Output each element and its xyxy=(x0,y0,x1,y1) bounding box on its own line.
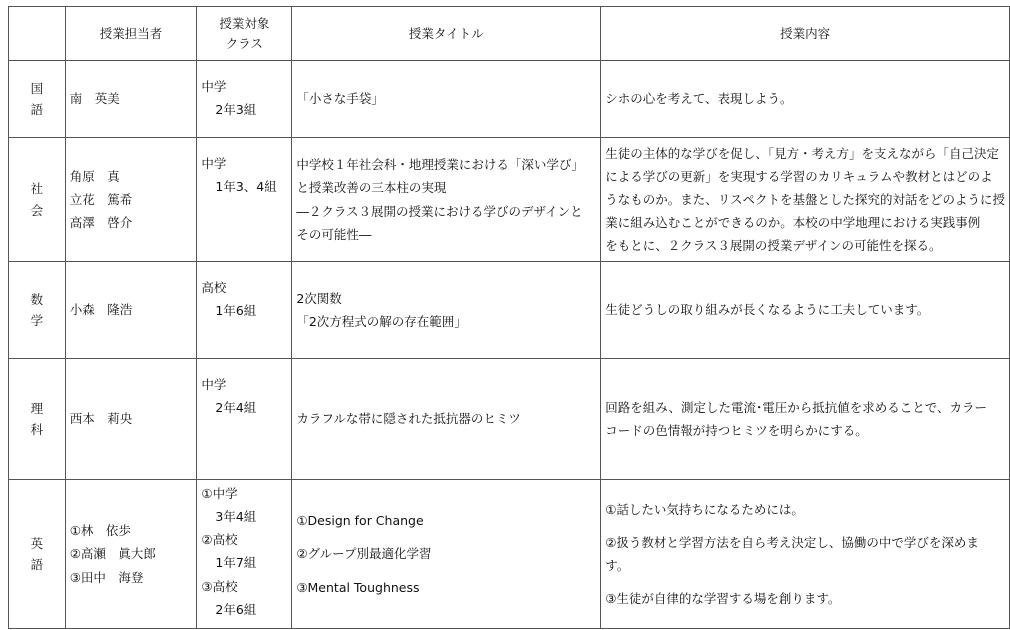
teacher-name: 西本 莉央 xyxy=(69,411,133,427)
class-cell xyxy=(197,480,292,629)
class-line: 3年4組 xyxy=(215,509,257,525)
class-line: 中学 xyxy=(201,156,227,171)
teacher-cell xyxy=(65,359,197,480)
content-line: 回路を組み、測定した電流･電圧から抵抗値を求めることで、カラー xyxy=(605,399,987,415)
teacher-name: ①林 依歩 xyxy=(69,523,131,539)
teacher-name: 立花 篤希 xyxy=(69,191,133,207)
spacer xyxy=(296,566,596,576)
teacher-name: 高澤 啓介 xyxy=(69,215,133,231)
content-cell xyxy=(601,480,1010,629)
subject-char: 会 xyxy=(30,202,44,218)
header-content: 授業内容 xyxy=(601,7,1010,61)
header-class xyxy=(197,7,292,61)
title-line: ③Mental Toughness xyxy=(296,579,420,595)
class-line: 中学 xyxy=(201,377,227,392)
title-line: 中学校１年社会科・地理授業における「深い学び」 xyxy=(296,157,584,173)
spacer xyxy=(605,577,1005,587)
subject-char: 語 xyxy=(30,102,44,117)
table-row xyxy=(9,61,1010,138)
teacher-name: ③田中 海登 xyxy=(69,569,144,585)
header-row xyxy=(9,7,1010,61)
class-line: ②高校 xyxy=(201,532,238,548)
teacher-cell xyxy=(65,262,197,359)
class-cell xyxy=(197,359,292,480)
content-line: ①話したい気持ちになるためには。 xyxy=(605,501,804,517)
spacer xyxy=(296,532,596,542)
subject-char: 国 xyxy=(30,80,44,96)
subject-cell xyxy=(9,61,66,138)
class-line: 2年3組 xyxy=(215,102,257,118)
content-line: コードの色情報が持つヒミツを明らかにする。 xyxy=(605,423,868,438)
header-corner xyxy=(9,7,66,61)
content-line: による学びの更新」を実現する学習のカリキュラムや教材とはどのよ xyxy=(605,168,993,184)
title-cell xyxy=(292,61,601,138)
class-line: 2年6組 xyxy=(215,601,257,617)
content-line: 業に組み込むことができるのか。本校の中学地理における実践事例 xyxy=(605,215,981,231)
teacher-cell xyxy=(65,480,197,629)
title-line: 2次関数 xyxy=(296,290,342,306)
title-line: 「2次方程式の解の存在範囲」 xyxy=(296,314,467,329)
content-cell xyxy=(601,359,1010,480)
teacher-name: 南 英美 xyxy=(69,91,120,107)
subject-char: 理 xyxy=(30,400,44,416)
subject-cell xyxy=(9,262,66,359)
teacher-cell xyxy=(65,138,197,262)
content-line: ②扱う教材と学習方法を自ら考え決定し、協働の中で学びを深めま xyxy=(605,534,979,550)
title-cell xyxy=(292,262,601,359)
header-teacher: 授業担当者 xyxy=(65,7,197,61)
content-line: をもとに、２クラス３展開の授業デザインの可能性を探る。 xyxy=(605,238,942,254)
title-line: と授業改善の三本柱の実現 xyxy=(296,180,447,196)
content-cell xyxy=(601,61,1010,138)
class-line: 中学 xyxy=(201,79,227,94)
title-cell xyxy=(292,138,601,262)
content-line: 生徒どうしの取り組みが長くなるように工夫しています。 xyxy=(605,302,930,318)
class-line: 1年7組 xyxy=(215,555,257,571)
header-class-line1: 授業対象 xyxy=(219,15,270,31)
title-line: カラフルな帯に隠された抵抗器のヒミツ xyxy=(296,411,521,427)
subject-char: 数 xyxy=(30,291,44,307)
spacer xyxy=(605,521,1005,531)
subject-char: 科 xyxy=(30,422,44,437)
table-row xyxy=(9,480,1010,629)
header-title: 授業タイトル xyxy=(292,7,601,61)
class-cell xyxy=(197,262,292,359)
class-line: 1年6組 xyxy=(215,303,257,319)
header-class-line2: クラス xyxy=(225,35,263,51)
content-cell xyxy=(601,138,1010,262)
subject-char: 社 xyxy=(30,181,44,197)
teacher-name: 角原 真 xyxy=(69,168,120,184)
class-cell xyxy=(197,138,292,262)
content-line: シホの心を考えて、表現しよう。 xyxy=(605,91,793,107)
title-cell xyxy=(292,359,601,480)
table-row xyxy=(9,138,1010,262)
title-line: ②グループ別最適化学習 xyxy=(296,546,432,562)
content-cell xyxy=(601,262,1010,359)
content-line: ③生徒が自律的な学習する場を創ります。 xyxy=(605,591,841,607)
title-line: ―２クラス３展開の授業における学びのデザインと xyxy=(296,203,583,219)
teacher-cell xyxy=(65,61,197,138)
content-line: 生徒の主体的な学びを促し、「見方・考え方」を支えながら「自己決定 xyxy=(605,145,999,161)
class-line: 高校 xyxy=(201,280,227,295)
class-line: 2年4組 xyxy=(215,400,257,416)
subject-char: 語 xyxy=(30,557,44,572)
subject-char: 英 xyxy=(30,535,44,551)
title-line: 「小さな手袋」 xyxy=(296,91,384,107)
content-line: す。 xyxy=(605,558,630,573)
table-row xyxy=(9,359,1010,480)
content-line: うなものか。また、リスペクトを基盤とした探究的対話をどのように授 xyxy=(605,191,1005,207)
class-line: ①中学 xyxy=(201,486,238,501)
subject-cell xyxy=(9,480,66,629)
class-line: ③高校 xyxy=(201,578,238,594)
lesson-table xyxy=(8,6,1010,629)
subject-cell xyxy=(9,138,66,262)
teacher-name: ②高瀬 眞大郎 xyxy=(69,546,156,562)
class-cell xyxy=(197,61,292,138)
teacher-name: 小森 隆浩 xyxy=(69,302,133,318)
title-line: その可能性― xyxy=(296,226,372,242)
subject-cell xyxy=(9,359,66,480)
title-line: ①Design for Change xyxy=(296,513,424,529)
table-row xyxy=(9,262,1010,359)
title-cell xyxy=(292,480,601,629)
subject-char: 学 xyxy=(30,313,44,328)
class-line: 1年3、4組 xyxy=(215,179,277,195)
